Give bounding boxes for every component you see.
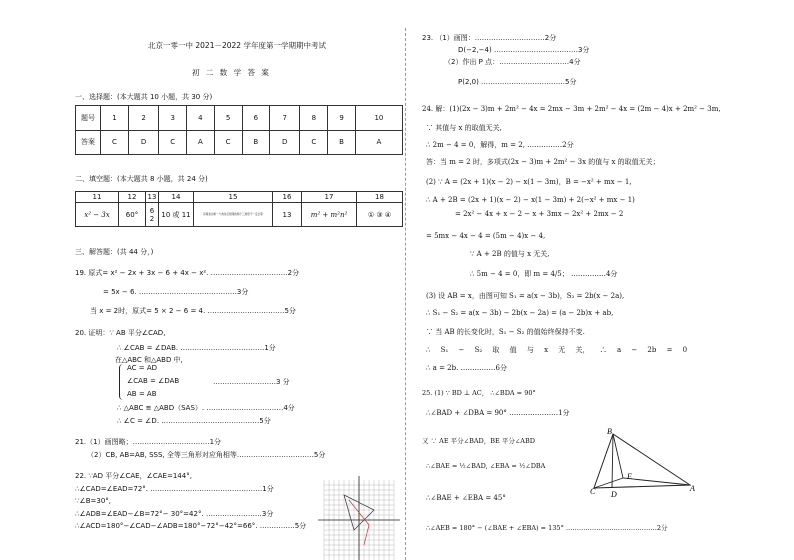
q20-line: 20. 证明：∵ AB 平分∠CAD,: [75, 329, 166, 337]
table-cell: C: [101, 130, 129, 155]
q24-line: ∵ 其值与 x 的取值无关,: [426, 124, 502, 132]
q24-line: ∴ S₁ − S₂ = a(x − 3b) − 2b(x − 2a) = (a − 2b)x + ab,: [426, 309, 614, 317]
table-cell: 18: [357, 192, 403, 203]
table-cell: m² + m²n²: [302, 203, 357, 227]
table-cell: x² − 3x: [76, 203, 119, 227]
table-cell: 1: [101, 106, 129, 131]
q19-line: 19. 原式= x² − 2x + 3x − 6 + 4x − x². ……………………………2分: [75, 269, 300, 277]
fill-answer-table: [75, 191, 403, 227]
q25-line: ∴∠BAD + ∠DBA = 90° …………………1分: [426, 409, 570, 417]
coordinate-grid-figure: [318, 476, 400, 560]
cell-text: 2: [149, 214, 155, 223]
q25-line: 25. (1) ∵ BD ⊥ AC， ∴∠BDA = 90°: [422, 389, 536, 397]
q23-line: P(2,0) ………………………………5分: [458, 78, 577, 86]
table-cell: D: [128, 130, 158, 155]
table-cell: 5: [214, 106, 242, 131]
table-cell: 15: [194, 192, 273, 203]
q25-line: 又 ∵ AE 平分∠BAD，BE 平分∠ABD: [422, 437, 535, 445]
figure-label-c: C: [590, 487, 596, 496]
figure-label-a: A: [690, 484, 695, 493]
table-cell: 12: [119, 192, 146, 203]
q24-line: ∴ S₁ − S₂ 取 值 与 x 无 关， ∴ a − 2b = 0: [426, 346, 688, 354]
table-cell: 14: [159, 192, 194, 203]
figure-label-e: E: [627, 472, 632, 481]
table-cell: B: [242, 130, 270, 155]
section3-heading: 三、解答题：(共 44 分，): [75, 248, 154, 256]
section1-heading: 一、选择题：(本大题共 10 小题，共 30 分): [75, 93, 213, 101]
choice-answer-table: [75, 105, 403, 155]
q20-line: ∴ △ABC ≌ △ABD（SAS）. ……………………………4分: [117, 404, 295, 412]
q22-line: ∴∠CAD=∠EAD=72°. …………………………………………1分: [75, 485, 274, 493]
q24-line: (2) ∵ A = (2x + 1)(x − 2) − x(1 − 3m)，B = −x² + mx − 1,: [426, 178, 632, 186]
q20-brace-line: AB = AB: [127, 390, 157, 398]
q24-line: (3) 设 AB = x，由图可知 S₁ = a(x − 3b)，S₂ = 2b(x − 2a),: [426, 292, 625, 300]
q25-line: ∴∠BAE = ½∠BAD, ∠EBA = ½∠DBA: [426, 462, 546, 470]
q25-line: ∴∠AEB = 180° − (∠BAE + ∠EBA) = 135° ……………………………………2分: [426, 524, 668, 532]
row-label: 答案: [76, 130, 101, 155]
table-cell: 10: [355, 106, 402, 131]
table-row: [76, 106, 403, 131]
q24-line: ∴ A + 2B = (2x + 1)(x − 2) − x(1 − 3m) + 2(−x² + mx − 1): [426, 196, 635, 204]
table-cell: 2: [128, 106, 158, 131]
table-cell: [146, 203, 159, 227]
table-cell: 17: [302, 192, 357, 203]
figure-label-d: D: [611, 490, 617, 499]
row-label: 题号: [76, 106, 101, 131]
q24-line: 24. 解：(1)(2x − 3)m + 2m² − 4x = 2mx − 3m + 2m² − 4x = (2m − 4)x + 2m² − 3m,: [422, 105, 721, 113]
table-row: [76, 192, 403, 203]
q21-line: 21.（1）画图略；……………………………1分: [75, 438, 222, 446]
table-cell: ① ③ ④: [357, 203, 403, 227]
table-cell: 16: [273, 192, 302, 203]
table-cell: A: [187, 130, 214, 155]
tiny-text: 有两条边和一个角对应相等的两个三角形不一定全等: [203, 213, 263, 216]
q23-line: （2）作出 P 点：…………………………4分: [444, 58, 581, 66]
q22-line: ∴∠ACD=180°−∠CAD−∠ADB=180°−72°−42°=66°. ……………5分: [75, 522, 307, 530]
table-cell: C: [159, 130, 187, 155]
table-cell: C: [300, 130, 328, 155]
table-cell: 60°: [119, 203, 146, 227]
q20-line: ∴ ∠CAB = ∠DAB. ………………………………1分: [117, 344, 276, 352]
q23-line: 23. （1）画图：…………………………2分: [422, 34, 557, 42]
q20-score: ………………………3 分: [213, 378, 290, 386]
q20-line: ∴ ∠C = ∠D. ……………………………………5分: [117, 417, 271, 425]
q19-line: = 5x − 6. ……………………………………3分: [103, 288, 249, 296]
page-subtitle: 初 二 数 学 答 案: [192, 68, 271, 77]
q23-line: D(−2,−4) ………………………………3分: [458, 46, 590, 54]
q22-line: 22. ∵AD 平分∠CAE，∠CAE=144°,: [75, 472, 192, 480]
table-cell: 13: [273, 203, 302, 227]
cell-text: 6: [149, 206, 155, 215]
q24-line: ∵ A + 2B 的值与 x 无关,: [470, 250, 550, 258]
column-divider: [405, 28, 407, 560]
q24-line: ∴ 5m − 4 = 0，即 m = 4/5； ……………4分: [470, 270, 618, 278]
page-title: 北京一零一中 2021－2022 学年度第一学期期中考试: [148, 41, 326, 50]
table-cell: 11: [76, 192, 119, 203]
table-cell: D: [270, 130, 300, 155]
q24-line: = 5mx − 4x − 4 = (5m − 4)x − 4,: [426, 232, 546, 240]
q20-brace-line: AC = AD: [127, 364, 158, 372]
q22-line: ∴∠ADB=∠EAD−∠B=72°− 30°=42°. ……………………3分: [75, 510, 274, 518]
figure-label-b: B: [607, 427, 612, 436]
table-cell: 13: [146, 192, 159, 203]
table-cell: 4: [187, 106, 214, 131]
table-cell: 7: [270, 106, 300, 131]
brace: [119, 364, 124, 400]
q25-line: ∴∠BAE + ∠EBA = 45°: [426, 494, 506, 502]
table-cell: 9: [328, 106, 356, 131]
q24-line: 答：当 m = 2 时，多项式(2x − 3)m + 2m² − 3x 的值与 x 的取值无关；: [426, 158, 660, 166]
table-row: [76, 130, 403, 155]
q20-line: 在△ABC 和△ABD 中,: [115, 356, 183, 364]
table-row: [76, 203, 403, 227]
q24-line: ∵ 当 AB 的长变化时，S₁ − S₂ 的值始终保持不变.: [426, 328, 585, 336]
table-cell: 10 或 11: [159, 203, 194, 227]
triangle-figure: [590, 425, 700, 500]
q24-line: ∴ a = 2b. ……………6分: [426, 364, 508, 372]
table-cell: C: [214, 130, 242, 155]
q21-line: （2）CB, AB=AB, SSS, 全等三角形对应角相等……………………………5分: [87, 451, 326, 459]
q22-line: ∵∠B=30°,: [75, 497, 112, 505]
section2-heading: 二、填空题：(本大题共 8 小题，共 24 分): [75, 175, 208, 183]
table-cell: [194, 203, 273, 227]
table-cell: 8: [300, 106, 328, 131]
table-cell: 3: [159, 106, 187, 131]
q20-brace-line: ∠CAB = ∠DAB: [127, 377, 180, 385]
q24-line: ∴ 2m − 4 = 0，解得，m = 2, ……………2分: [426, 141, 574, 149]
table-cell: A: [355, 130, 402, 155]
q24-line: = 2x² − 4x + x − 2 − x + 3mx − 2x² + 2mx − 2: [455, 210, 624, 218]
table-cell: B: [328, 130, 356, 155]
q19-line: 当 x = 2时，原式= 5 × 2 − 6 = 4. ……………………………5分: [90, 307, 296, 315]
table-cell: 6: [242, 106, 270, 131]
